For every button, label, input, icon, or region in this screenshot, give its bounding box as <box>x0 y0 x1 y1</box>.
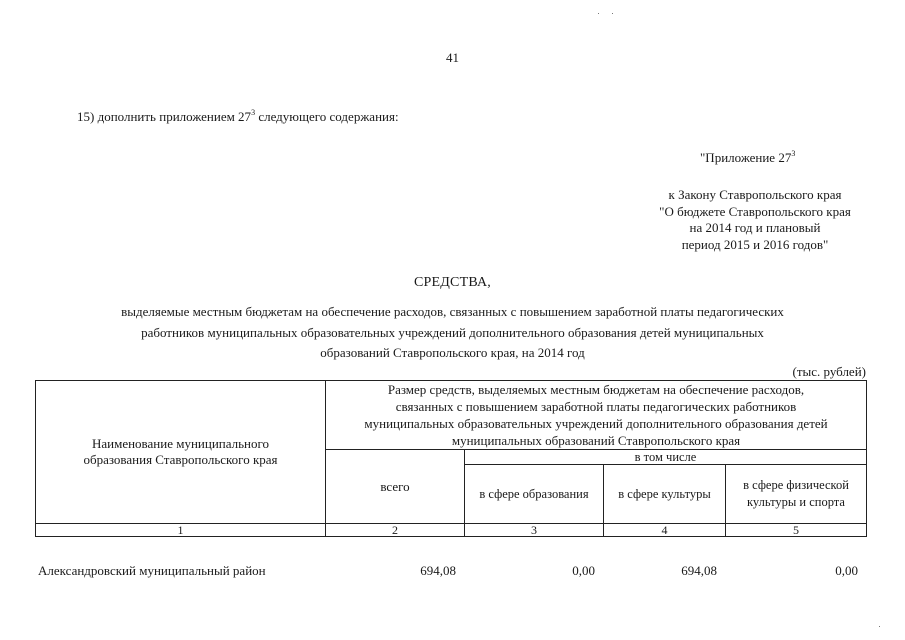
header-name-line: образования Ставропольского края <box>83 452 278 467</box>
subtitle-line: работников муниципальных образовательных учреждений дополнительного образования детей муниципальных <box>141 324 764 340</box>
header-including: в том числе <box>465 450 867 465</box>
header-education: в сфере образования <box>465 465 604 524</box>
cell-municipality: Александровский муниципальный район <box>38 563 266 578</box>
header-size-line: муниципальных образований Ставропольского края <box>451 433 741 448</box>
header-sport <box>726 465 867 524</box>
header-culture: в сфере культуры <box>604 465 726 524</box>
intro-superscript: 3 <box>251 107 256 117</box>
header-sport-line: культуры и спорта <box>747 495 845 509</box>
table-row <box>35 563 866 579</box>
subtitle-line: выделяемые местным бюджетам на обеспечение расходов, связанных с повышением заработной платы педагогических <box>121 304 784 319</box>
appendix-title-text: "Приложение 27 <box>700 150 792 165</box>
appendix-reference <box>640 187 870 253</box>
header-size-line: связанных с повышением заработной платы педагогических работников <box>395 399 797 414</box>
units-label: (тыс. рублей) <box>792 364 866 379</box>
header-total: всего <box>326 450 465 524</box>
budget-table-body <box>35 563 866 579</box>
header-size-line: Размер средств, выделяемых местным бюджетам на обеспечение расходов, <box>387 382 805 397</box>
header-municipality-name <box>36 381 326 524</box>
cell-education: 0,00 <box>572 563 595 578</box>
column-number: 2 <box>326 524 465 537</box>
appendix-title <box>700 150 795 166</box>
appendix-line: "О бюджете Ставропольского края <box>659 203 851 219</box>
document-title: СРЕДСТВА, <box>414 275 491 290</box>
column-number: 1 <box>36 524 326 537</box>
column-number: 5 <box>726 524 867 537</box>
scan-speck <box>612 13 613 14</box>
appendix-title-superscript: 3 <box>791 148 796 158</box>
document-subtitle <box>40 302 865 364</box>
column-number: 4 <box>604 524 726 537</box>
cell-culture: 694,08 <box>681 563 717 578</box>
column-number-row <box>36 524 867 537</box>
header-funds-size <box>326 381 867 450</box>
scan-speck <box>879 626 880 627</box>
subtitle-line: образований Ставропольского края, на 2014 год <box>320 345 585 360</box>
cell-total: 694,08 <box>420 563 456 578</box>
page-number: 41 <box>446 50 459 65</box>
budget-table-header <box>35 380 867 537</box>
intro-text: 15) дополнить приложением 27 <box>77 109 252 124</box>
appendix-line: к Закону Ставропольского края <box>668 187 842 202</box>
header-sport-line: в сфере физической <box>743 478 849 492</box>
header-name-line: Наименование муниципального <box>91 436 270 451</box>
appendix-line: период 2015 и 2016 годов" <box>681 236 829 252</box>
appendix-line: на 2014 год и плановый <box>689 220 821 235</box>
column-number: 3 <box>465 524 604 537</box>
intro-text-end: следующего содержания: <box>255 109 399 124</box>
cell-sport: 0,00 <box>835 563 858 578</box>
scan-speck <box>598 13 599 14</box>
header-size-line: муниципальных образовательных учреждений дополнительного образования детей <box>364 416 828 431</box>
amendment-intro <box>77 109 399 125</box>
